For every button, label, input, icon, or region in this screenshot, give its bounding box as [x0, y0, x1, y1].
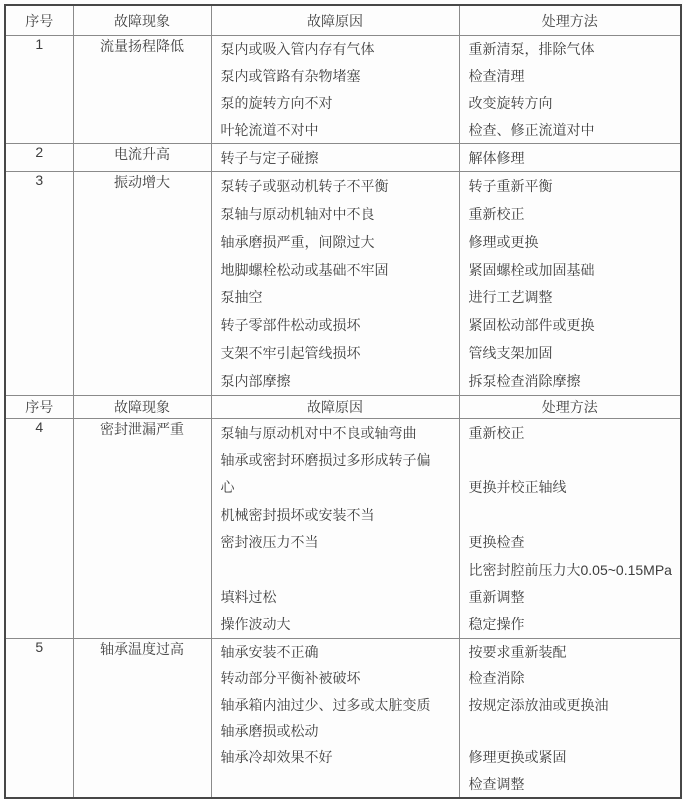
- cause-line: 泵抽空: [220, 289, 263, 306]
- method-line: 管线支架加固: [468, 345, 553, 362]
- method-line: 解体修理: [468, 149, 525, 166]
- method-line: 转子重新平衡: [468, 177, 553, 194]
- method-line: 稳定操作: [468, 616, 525, 633]
- causes-cell: [211, 639, 459, 798]
- phenomenon-cell: 密封泄漏严重: [73, 419, 211, 639]
- column-header-row: [5, 5, 681, 36]
- fault-row: [5, 172, 681, 396]
- fault-row: [5, 639, 681, 798]
- cause-line: 轴承箱内油过少、过多或太脏变质: [220, 696, 431, 713]
- cause-line: 泵的旋转方向不对: [220, 94, 333, 111]
- cause-line: 轴承或密封环磨损过多形成转子偏: [220, 452, 431, 469]
- column-header: 故障原因: [211, 5, 459, 36]
- row-number-cell: 4: [5, 419, 73, 639]
- method-line: 紧固螺栓或加固基础: [468, 261, 595, 278]
- method-line: 进行工艺调整: [468, 289, 553, 306]
- phenomenon-cell: 振动增大: [73, 172, 211, 396]
- method-line: 更换并校正轴线: [468, 479, 567, 496]
- method-line: 检查消除: [468, 670, 525, 687]
- methods-cell: [459, 36, 681, 144]
- method-line: 按要求重新装配: [468, 644, 567, 661]
- method-line: 按规定添放油或更换油: [468, 696, 609, 713]
- method-line: 重新校正: [468, 424, 525, 441]
- method-line: [460, 501, 681, 528]
- method-line: 检查调整: [468, 775, 525, 792]
- cause-line: 支架不牢引起管线损坏: [220, 345, 361, 362]
- cause-line: 轴承磨损严重，间隙过大: [220, 233, 375, 250]
- phenomenon-cell: 电流升高: [73, 144, 211, 172]
- method-line: 改变旋转方向: [468, 94, 553, 111]
- row-number-cell: 1: [5, 36, 73, 144]
- method-line: 重新校正: [468, 205, 525, 222]
- method-line: 更换检查: [468, 534, 525, 551]
- methods-cell: [459, 144, 681, 172]
- column-header: 处理方法: [459, 396, 681, 419]
- fault-row: [5, 144, 681, 172]
- column-header-row: [5, 396, 681, 419]
- cause-line: 泵转子或驱动机转子不平衡: [220, 177, 389, 194]
- methods-cell: [459, 419, 681, 639]
- row-number-cell: 2: [5, 144, 73, 172]
- column-header: 故障原因: [211, 396, 459, 419]
- method-line: 比密封腔前压力大0.05~0.15MPa: [468, 561, 672, 578]
- method-line: 修理或更换: [468, 233, 539, 250]
- phenomenon-cell: 轴承温度过高: [73, 639, 211, 798]
- method-line: 重新调整: [468, 588, 525, 605]
- cause-line: 转动部分平衡补被破坏: [220, 670, 361, 687]
- methods-cell: [459, 639, 681, 798]
- method-line: 检查清理: [468, 68, 525, 85]
- cause-line: 泵内或吸入管内存有气体: [220, 41, 375, 58]
- pump-fault-table: [4, 4, 682, 799]
- cause-line: 转子零部件松动或损坏: [220, 317, 361, 334]
- cause-line: 泵内部摩擦: [220, 373, 291, 390]
- method-line: 检查、修正流道对中: [468, 121, 595, 138]
- table-body: [5, 5, 681, 798]
- column-header: 处理方法: [459, 5, 681, 36]
- method-line: 修理更换或紧固: [468, 749, 567, 766]
- column-header: 故障现象: [73, 396, 211, 419]
- methods-cell: [459, 172, 681, 396]
- causes-cell: [211, 172, 459, 396]
- causes-cell: [211, 419, 459, 639]
- cause-line: 轴承磨损或松动: [220, 723, 319, 740]
- method-line: 紧固松动部件或更换: [468, 317, 595, 334]
- cause-line: 轴承安装不正确: [220, 644, 319, 661]
- fault-row: [5, 419, 681, 639]
- cause-line: 泵内或管路有杂物堵塞: [220, 68, 361, 85]
- method-line: 拆泵检查消除摩擦: [468, 373, 581, 390]
- cause-line: 密封液压力不当: [220, 534, 319, 551]
- row-number-cell: 3: [5, 172, 73, 396]
- cause-line: 心: [220, 479, 235, 496]
- cause-line: 轴承冷却效果不好: [220, 749, 333, 766]
- cause-line: 填料过松: [220, 588, 277, 605]
- row-number-cell: 5: [5, 639, 73, 798]
- cause-line: 泵轴与原动机对中不良或轴弯曲: [220, 424, 417, 441]
- column-header: 故障现象: [73, 5, 211, 36]
- phenomenon-cell: 流量扬程降低: [73, 36, 211, 144]
- method-line: 重新清泵，排除气体: [468, 41, 595, 58]
- cause-line: 机械密封损坏或安装不当: [220, 506, 375, 523]
- cause-line: [212, 556, 459, 583]
- causes-cell: [211, 144, 459, 172]
- causes-cell: [211, 36, 459, 144]
- cause-line: 泵轴与原动机轴对中不良: [220, 205, 375, 222]
- cause-line: 叶轮流道不对中: [220, 121, 319, 138]
- fault-row: [5, 36, 681, 144]
- method-line: [460, 446, 681, 473]
- method-line: [460, 718, 681, 744]
- column-header: 序号: [5, 396, 73, 419]
- cause-line: 地脚螺栓松动或基础不牢固: [220, 261, 389, 278]
- cause-line: 转子与定子碰擦: [220, 149, 319, 166]
- cause-line: 操作波动大: [220, 616, 291, 633]
- cause-line: [212, 771, 459, 797]
- column-header: 序号: [5, 5, 73, 36]
